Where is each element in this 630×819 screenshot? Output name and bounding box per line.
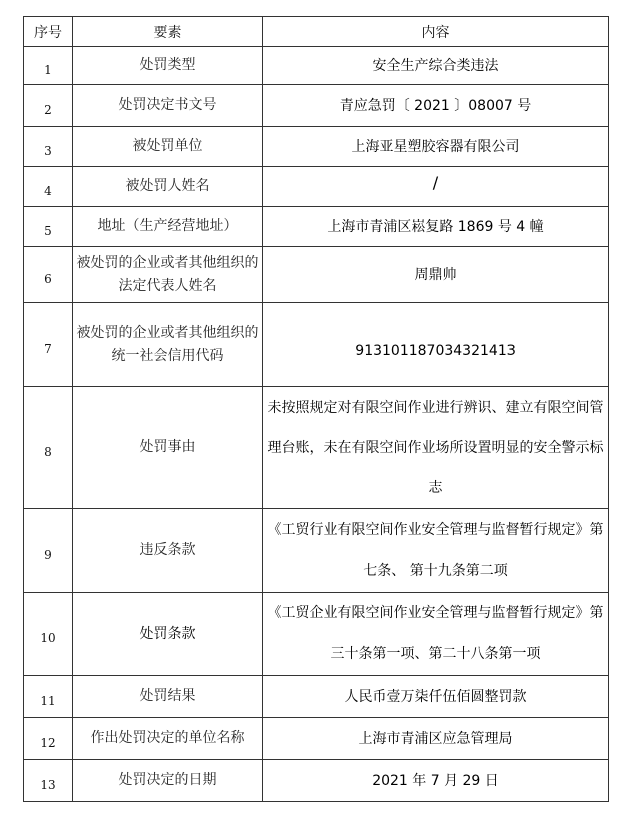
row-element: 被处罚人姓名 xyxy=(73,167,263,207)
row-content: 2021 年 7 月 29 日 xyxy=(263,760,609,802)
table-row xyxy=(24,676,609,718)
table-row xyxy=(24,207,609,247)
table-row xyxy=(24,127,609,167)
row-number: 2 xyxy=(24,85,73,127)
table-row xyxy=(24,760,609,802)
row-content: 《工贸行业有限空间作业安全管理与监督暂行规定》第七条、 第十九条第二项 xyxy=(263,509,609,593)
row-number: 7 xyxy=(24,303,73,387)
table-row xyxy=(24,593,609,676)
table-row xyxy=(24,387,609,509)
row-number: 11 xyxy=(24,676,73,718)
row-element: 处罚决定的日期 xyxy=(73,760,263,802)
row-element: 处罚决定书文号 xyxy=(73,85,263,127)
row-number: 3 xyxy=(24,127,73,167)
row-element: 处罚类型 xyxy=(73,47,263,85)
row-content: 91310118703432141З xyxy=(263,303,609,387)
row-content: 青应急罚〔 2021 〕08007 号 xyxy=(263,85,609,127)
row-element: 处罚结果 xyxy=(73,676,263,718)
row-content: 未按照规定对有限空间作业进行辨识、建立有限空间管理台账，未在有限空间作业场所设置明显的安全警示标志 xyxy=(263,387,609,509)
row-element: 被处罚的企业或者其他组织的法定代表人姓名 xyxy=(73,247,263,303)
header-element: 要素 xyxy=(73,17,263,47)
row-content: 周鼎帅 xyxy=(263,247,609,303)
row-content: 上海亚星塑胶容器有限公司 xyxy=(263,127,609,167)
table-row xyxy=(24,303,609,387)
table-row xyxy=(24,167,609,207)
row-content: 上海市青浦区应急管理局 xyxy=(263,718,609,760)
row-content: / xyxy=(263,167,609,207)
row-number: 10 xyxy=(24,593,73,676)
row-number: 8 xyxy=(24,387,73,509)
row-number: 12 xyxy=(24,718,73,760)
table-row xyxy=(24,47,609,85)
table-row xyxy=(24,509,609,593)
table-row xyxy=(24,85,609,127)
row-element: 被处罚的企业或者其他组织的统一社会信用代码 xyxy=(73,303,263,387)
penalty-info-table xyxy=(23,16,609,802)
row-number: 9 xyxy=(24,509,73,593)
row-number: 5 xyxy=(24,207,73,247)
table-row xyxy=(24,247,609,303)
row-content: 安全生产综合类违法 xyxy=(263,47,609,85)
row-element: 处罚事由 xyxy=(73,387,263,509)
row-number: 13 xyxy=(24,760,73,802)
header-no: 序号 xyxy=(24,17,73,47)
table-row xyxy=(24,718,609,760)
row-element: 处罚条款 xyxy=(73,593,263,676)
row-element: 作出处罚决定的单位名称 xyxy=(73,718,263,760)
row-number: 1 xyxy=(24,47,73,85)
row-content: 人民币壹万柒仟伍佰圆整罚款 xyxy=(263,676,609,718)
row-number: 4 xyxy=(24,167,73,207)
header-row xyxy=(24,17,609,47)
header-content: 内容 xyxy=(263,17,609,47)
row-element: 地址（生产经营地址） xyxy=(73,207,263,247)
row-content: 上海市青浦区崧复路 1869 号 4 幢 xyxy=(263,207,609,247)
row-element: 被处罚单位 xyxy=(73,127,263,167)
row-number: 6 xyxy=(24,247,73,303)
row-content: 《工贸企业有限空间作业安全管理与监督暂行规定》第三十条第一项、第二十八条第一项 xyxy=(263,593,609,676)
row-element: 违反条款 xyxy=(73,509,263,593)
